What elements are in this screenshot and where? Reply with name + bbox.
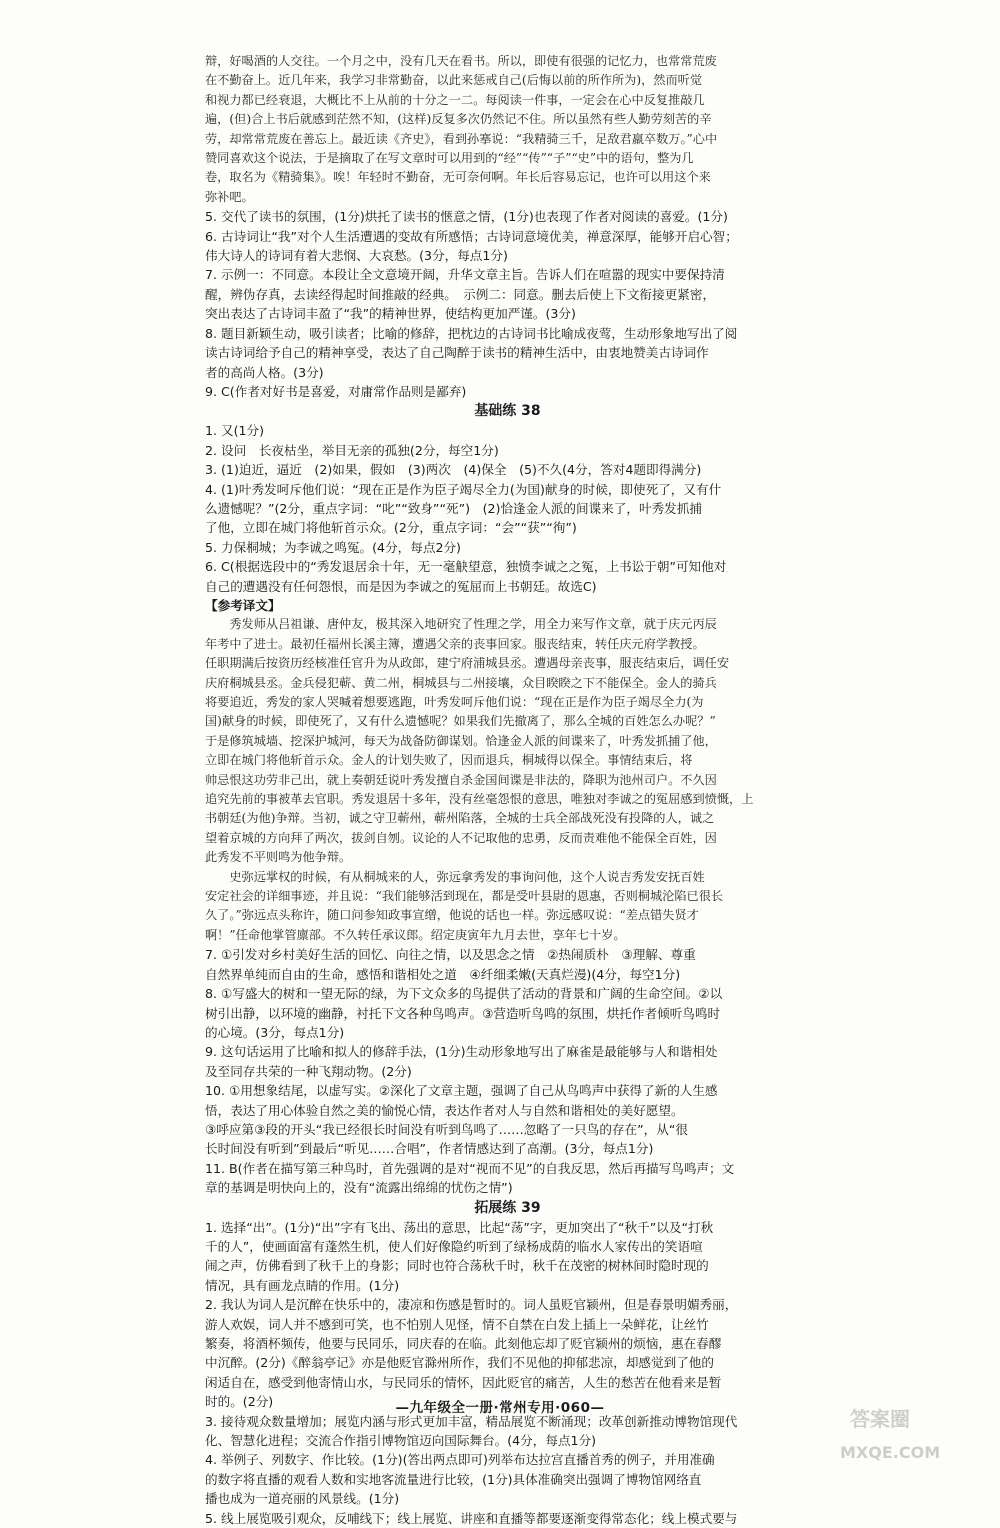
- answers_b-line: 1. 又(1分): [205, 423, 265, 439]
- answers_a-line: 伟大诗人的诗词有着大悲悯、大哀愁。(3分，每点1分): [205, 248, 508, 264]
- translation-line: 啊！”任命他掌管廪部。不久转任承议郎。绍定庚寅年九月去世，享年七十岁。: [205, 927, 626, 942]
- answers_d-line: 4. 举例子、列数字、作比较。(1分)(答出两点即可)列举布达拉宫直播首秀的例子，并用准确: [205, 1452, 715, 1468]
- answers_b-line: 了他，立即在城门将他斩首示众。(2分，重点字词：“会”“获”“徇”): [205, 520, 577, 536]
- answers_d-line: 播也成为一道亮丽的风景线。(1分): [205, 1491, 400, 1507]
- paragraphs_a-line: 遍，(但)合上书后就感到茫然不知，(这样)反复多次仍然记不住。所以虽然有些人勤劳刻苦的辛: [205, 112, 712, 127]
- answers_d-line: 2. 我认为词人是沉醉在快乐中的，凄凉和伤感是暂时的。词人虽贬官颍州，但是春景明媚秀丽，: [205, 1297, 738, 1313]
- translation-line: 追究先前的事被革去官职。秀发退居十多年，没有丝毫怨恨的意思，唯独对李诚之的冤屈感到愤慨，上: [205, 792, 754, 807]
- answers_b-line: 4. (1)叶秀发呵斥他们说：“现在正是作为臣子竭尽全力(为国)献身的时候，即使死了，又有什: [205, 481, 722, 497]
- answer-page: [205, 52, 810, 1528]
- paragraphs_a-line: 卷，取名为《精骑集》。唉！年轻时不勤奋，无可奈何啊。年长后容易忘记，也许可以用这个来: [205, 170, 711, 185]
- answers_a-line: 6. 古诗词让“我”对个人生活遭遇的变故有所感悟；古诗词意境优美，禅意深厚，能够开启心智；: [205, 228, 738, 244]
- translation-line: 望着京城的方向拜了两次，拔剑自刎。议论的人不记取他的忠勇，反而责难他不能保全百姓，因: [205, 830, 717, 845]
- answers_d-line: 1. 选择“出”。(1分)“出”字有飞出、荡出的意思，比起“荡”字，更加突出了“秋千”以及“打秋: [205, 1219, 714, 1235]
- section-title-39: 拓展练 39: [474, 1199, 541, 1216]
- answers_c-line: 悟，表达了用心体验自然之美的愉悦心情，表达作者对人与自然和谐相处的美好愿望。: [205, 1102, 684, 1118]
- watermark-text: 答案圈: [850, 1407, 910, 1431]
- answers_b-line: 5. 力保桐城；为李诚之鸣冤。(4分，每点2分): [205, 539, 461, 555]
- translation-line: 史弥远掌权的时候，有从桐城来的人，弥远拿秀发的事询问他，这个人说吉秀发安抚百姓: [205, 869, 705, 884]
- answers_d-line: 游人欢娱，词人并不感到可笑，也不怕别人见怪，情不自禁在白发上插上一朵鲜花，让丝竹: [205, 1316, 709, 1332]
- paragraphs_a-line: 弥补吧。: [205, 189, 254, 204]
- answers_d-line: 繁奏，将酒杯频传，他要与民同乐，同庆春的在临。此刻他忘却了贬官颍州的烦恼，惠在春醪: [205, 1336, 722, 1351]
- page-footer: —九年级全一册·常州专用·060—: [395, 1400, 605, 1416]
- translation-line: 任职期满后按资历经核准任官升为从政郎，建宁府浦城县丞。遭遇母亲丧事，服丧结束后，调任安: [205, 656, 730, 671]
- translation-line: 秀发师从吕祖谦、唐仲友，极其深入地研究了性理之学，用全力来写作文章，就于庆元丙辰: [205, 617, 717, 632]
- translation-line: 帅忌恨这功劳非己出，就上奏朝廷说叶秀发擅自杀金国间谍是非法的，降职为池州司户。不久因: [205, 772, 717, 787]
- answers_a-line: 读古诗词给予自己的精神享受，表达了自己陶醉于读书的精神生活中，由衷地赞美古诗词作: [205, 345, 709, 361]
- answers_b-line: 3. (1)迫近，逼近 (2)如果，假如 (3)两次 (4)保全 (5)不久(4分，答对4题即得满分): [205, 462, 702, 478]
- translation-line: 将要追近，秀发的家人哭喊着想要逃跑，叶秀发呵斥他们说：“现在正是作为臣子竭尽全力(为: [205, 695, 704, 709]
- answers_b-line: 么遗憾呢？”(2分，重点字词：“叱”“致身”“死”) (2)恰逢金人派的间谍来了，叶秀发抓捕: [205, 500, 702, 516]
- answers_d-line: 5. 线上展览吸引观众，反哺线下；线上展览、讲座和直播等都要逐渐变得常态化；线上模式要与: [205, 1510, 738, 1526]
- answers_d-line: 化、智慧化进程；交流合作指引博物馆迈向国际舞台。(4分，每点1分): [205, 1433, 597, 1449]
- answers_c-line: 11. B(作者在描写第三种鸟时，首先强调的是对“视而不见”的自我反思，然后再描写鸟鸣声；文: [205, 1160, 735, 1176]
- reference-translation-label: 【参考译文】: [205, 597, 281, 613]
- answers_c-line: ③呼应第③段的开头“我已经很长时间没有听到鸟鸣了……忽略了一只鸟的存在”，从“很: [205, 1121, 688, 1137]
- translation-line: 庆府桐城县丞。金兵侵犯蕲、黄二州，桐城县与二州接壤，众目睽睽之下不能保全。金人的骑兵: [205, 675, 717, 690]
- answers-block-2: [205, 421, 810, 596]
- answers_a-line: 者的高尚人格。(3分): [205, 364, 324, 380]
- answers_d-line: 情况，具有画龙点睛的作用。(1分): [205, 1277, 400, 1293]
- paragraphs_a-line: 劳，却常常荒废在善忘上。最近读《齐史》，看到孙搴说：“我精骑三千，足敌君羸卒数万。”心中: [205, 131, 718, 146]
- answers_a-line: 8. 题目新颖生动，吸引读者；比喻的修辞，把枕边的古诗词书比喻成夜莺，生动形象地写出了阅: [205, 325, 738, 341]
- translation-line: 此秀发不平则鸣为他争辩。: [205, 850, 352, 865]
- answers_c-line: 的心境。(3分，每点1分): [205, 1024, 345, 1040]
- answers-block-4: [205, 1218, 810, 1528]
- answers_c-line: 7. ①引发对乡村美好生活的回忆、向往之情，以及思念之情 ②热闹质朴 ③理解、尊重: [205, 947, 696, 963]
- translation-line: 久了。”弥远点头称许，随口问参知政事宣缯，他说的话也一样。弥远感叹说：“差点错失贤才: [205, 908, 699, 923]
- answers_d-line: 闹之声，仿佛看到了秋千上的身影；同时也符合荡秋千时，秋千在茂密的树林间时隐时现的: [205, 1258, 709, 1274]
- paragraphs_a-line: 和视力都已经衰退，大概比不上从前的十分之一二。每阅读一件事，一定会在心中反复推敲几: [205, 92, 705, 107]
- paragraphs_a-line: 在不勤奋上。近几年来，我学习非常勤奋，以此来惩戒自己(后悔以前的所作所为)，然而听觉: [205, 73, 703, 88]
- answers_a-line: 7. 示例一：不同意。本段让全文意境开阔，升华文章主旨。告诉人们在喧嚣的现实中要保持清: [205, 267, 725, 283]
- answers_d-line: 3. 接待观众数量增加；展览内涵与形式更加丰富，精品展览不断涌现；改革创新推动博物馆现代: [205, 1413, 738, 1429]
- translation-line: 国)献身的时候，即使死了，又有什么遗憾呢？如果我们先撤离了，那么全城的百姓怎么办呢？”: [205, 714, 716, 729]
- translation-continued: [205, 52, 810, 207]
- answers-block-1: [205, 207, 810, 401]
- answers_d-line: 闲适自在，感受到他寄情山水，与民同乐的情怀，因此贬官的痛苦，人生的愁苦在他看来是暂: [205, 1374, 722, 1390]
- translation-line: 立即在城门将他斩首示众。金人的计划失败了，因而退兵，桐城得以保全。事情结束后，将: [205, 753, 693, 768]
- answers_c-line: 长时间没有听到”到最后“听见……合唱”，作者情感达到了高潮。(3分，每点1分): [205, 1141, 654, 1157]
- answers_b-line: 自己的遭遇没有任何怨恨，而是因为李诚之的冤屈而上书朝廷。故选C): [205, 578, 597, 594]
- answers_d-line: 的数字将直播的观看人数和实地客流量进行比较，(1分)具体准确突出强调了博物馆网络直: [205, 1471, 702, 1487]
- answers_b-line: 2. 设问 长夜枯坐，举目无亲的孤独(2分，每空1分): [205, 442, 499, 458]
- answers_c-line: 9. 这句话运用了比喻和拟人的修辞手法，(1分)生动形象地写出了麻雀是最能够与人和谐相处: [205, 1044, 718, 1060]
- translation-line: 书朝廷(为他)争辩。当初，诚之守卫蕲州，蕲州陷落，全城的士兵全部战死没有投降的人，诚之: [205, 811, 715, 826]
- answers_a-line: 9. C(作者对好书是喜爱，对庸常作品则是鄙弃): [205, 383, 467, 399]
- answers_a-line: 突出表达了古诗词丰盈了“我”的精神世界，使结构更加严谨。(3分): [205, 306, 576, 322]
- answers_b-line: 6. C(根据选段中的“秀发退居余十年，无一毫觖望意，独愤李诚之之冤，上书讼于朝”可知他对: [205, 559, 727, 575]
- answers_c-line: 自然界单纯而自由的生命，感悟和谐相处之道 ④纤细柔嫩(天真烂漫)(4分，每空1分): [205, 966, 681, 982]
- answers_d-line: 中沉醉。(2分)《醉翁亭记》亦是他贬官滁州所作，我们不见他的抑郁悲凉，却感觉到了他的: [205, 1355, 714, 1371]
- reference-translation: [205, 615, 810, 945]
- answers_c-line: 及至同存共荣的一种飞翔动物。(2分): [205, 1063, 412, 1079]
- answers_c-line: 10. ①用想象结尾，以虚写实。②深化了文章主题，强调了自己从鸟鸣声中获得了新的人生感: [205, 1083, 718, 1099]
- watermark-url: MXQE.COM: [840, 1443, 941, 1462]
- paragraphs_a-line: 赞同喜欢这个说法，于是摘取了在写文章时可以用到的“经”“传”“子”“史”中的语句，整为几: [205, 151, 694, 166]
- answers-block-3: [205, 945, 810, 1197]
- answers_d-line: 时的。(2分): [205, 1394, 274, 1410]
- translation-line: 于是修筑城墙、挖深护城河，每天为战备防御谋划。恰逢金人派的间谍来了，叶秀发抓捕了他，: [205, 733, 717, 748]
- answers_c-line: 树引出静，以环境的幽静，衬托下文各种鸟鸣声。③营造听鸟鸣的氛围，烘托作者倾听鸟鸣时: [205, 1005, 721, 1021]
- translation-line: 安定社会的详细事迹，并且说：“我们能够活到现在，都是受叶县尉的恩惠，否则桐城沦陷已很长: [205, 889, 724, 904]
- answers_a-line: 醒，辨伪存真，去读经得起时间推敲的经典。 示例二：同意。删去后使上下文衔接更紧密，: [205, 286, 716, 302]
- watermark-logo: [810, 1398, 990, 1468]
- translation-line: 年考中了进士。最初任福州长溪主簿，遭遇父亲的丧事回家。服丧结束，转任庆元府学教授。: [205, 636, 705, 651]
- answers_c-line: 8. ①写盛大的树和一望无际的绿，为下文众多的鸟提供了活动的背景和广阔的生命空间。②以: [205, 986, 723, 1002]
- paragraphs_a-line: 辩，好喝酒的人交往。一个月之中，没有几天在看书。所以，即使有很强的记忆力，也常常荒废: [205, 54, 717, 68]
- answers_c-line: 章的基调是明快向上的，没有“流露出绵绵的忧伤之情”): [205, 1180, 513, 1196]
- answers_a-line: 5. 交代了读书的氛围，(1分)烘托了读书的惬意之情，(1分)也表现了作者对阅读的喜爱。(1分): [205, 209, 728, 225]
- section-title-38: 基础练 38: [474, 403, 541, 420]
- answers_d-line: 千的人”，使画面富有蓬然生机，使人们好像隐约听到了绿杨成荫的临水人家传出的笑语喧: [205, 1238, 703, 1254]
